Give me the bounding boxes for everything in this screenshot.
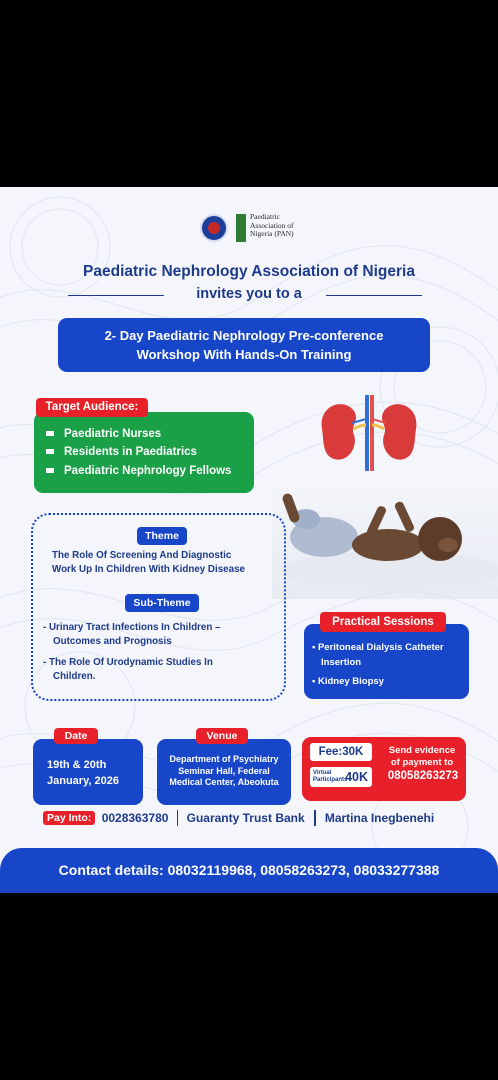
practical-sessions-box xyxy=(304,624,469,699)
sub-theme-label: Sub-Theme xyxy=(125,594,199,612)
practical-item: • Peritoneal Dialysis Catheter Insertion xyxy=(312,642,444,668)
practical-item: • Kidney Biopsy xyxy=(312,676,384,687)
date-label: Date xyxy=(54,728,98,744)
separator xyxy=(314,810,316,826)
logo-text: Paediatric Association of Nigeria (PAN) xyxy=(250,212,294,238)
target-audience-box xyxy=(34,412,254,493)
baby-photo xyxy=(272,479,498,599)
practical-sessions-label: Practical Sessions xyxy=(320,612,446,632)
date-text: 19th & 20th January, 2026 xyxy=(47,759,119,787)
date-box xyxy=(33,739,143,805)
right-divider xyxy=(326,295,422,296)
evidence-phone: 08058263273 xyxy=(387,770,459,782)
payment-row xyxy=(43,810,483,828)
contact-footer: Contact details: 08032119968, 08058263273, 08033277388 xyxy=(0,848,498,893)
account-name: Martina Inegbenehi xyxy=(324,811,435,825)
venue-label: Venue xyxy=(196,728,248,744)
target-audience-label: Target Audience: xyxy=(36,398,148,417)
audience-item: Paediatric Nephrology Fellows xyxy=(46,465,231,477)
audience-item: Residents in Paediatrics xyxy=(46,446,197,458)
workshop-title-banner: 2- Day Paediatric Nephrology Pre-conference Workshop With Hands-On Training xyxy=(58,318,430,372)
sub-theme-item: - The Role Of Urodynamic Studies In Children. xyxy=(43,657,213,682)
fee-box xyxy=(302,737,466,801)
invites-text: invites you to a xyxy=(196,286,302,302)
fee-badge: Fee:30K xyxy=(310,743,372,761)
theme-text: The Role Of Screening And Diagnostic Work Up In Children With Kidney Disease xyxy=(52,550,245,575)
pay-into-label: Pay Into: xyxy=(43,811,95,825)
virtual-fee-badge: Virtual Participants 40K xyxy=(310,767,372,787)
pan-logo-icon xyxy=(236,214,246,242)
logo-group xyxy=(200,212,310,246)
separator xyxy=(177,810,179,826)
kidney-illustration-icon xyxy=(314,395,424,471)
organization-name: Paediatric Nephrology Association of Nigeria xyxy=(83,263,415,280)
venue-box xyxy=(157,739,291,805)
venue-text: Department of Psychiatry Seminar Hall, Federal Medical Center, Abeokuta xyxy=(169,754,279,787)
association-seal-icon xyxy=(200,214,228,242)
audience-item: Paediatric Nurses xyxy=(46,428,161,440)
bank-name: Guaranty Trust Bank xyxy=(186,811,305,825)
invites-line xyxy=(0,286,498,306)
payment-evidence-text: Send evidence of payment to xyxy=(388,745,456,768)
workshop-flyer xyxy=(0,187,498,893)
account-number: 0028363780 xyxy=(101,811,169,825)
theme-label: Theme xyxy=(137,527,187,545)
sub-theme-item: - Urinary Tract Infections In Children – Outcomes and Prognosis xyxy=(43,622,221,647)
